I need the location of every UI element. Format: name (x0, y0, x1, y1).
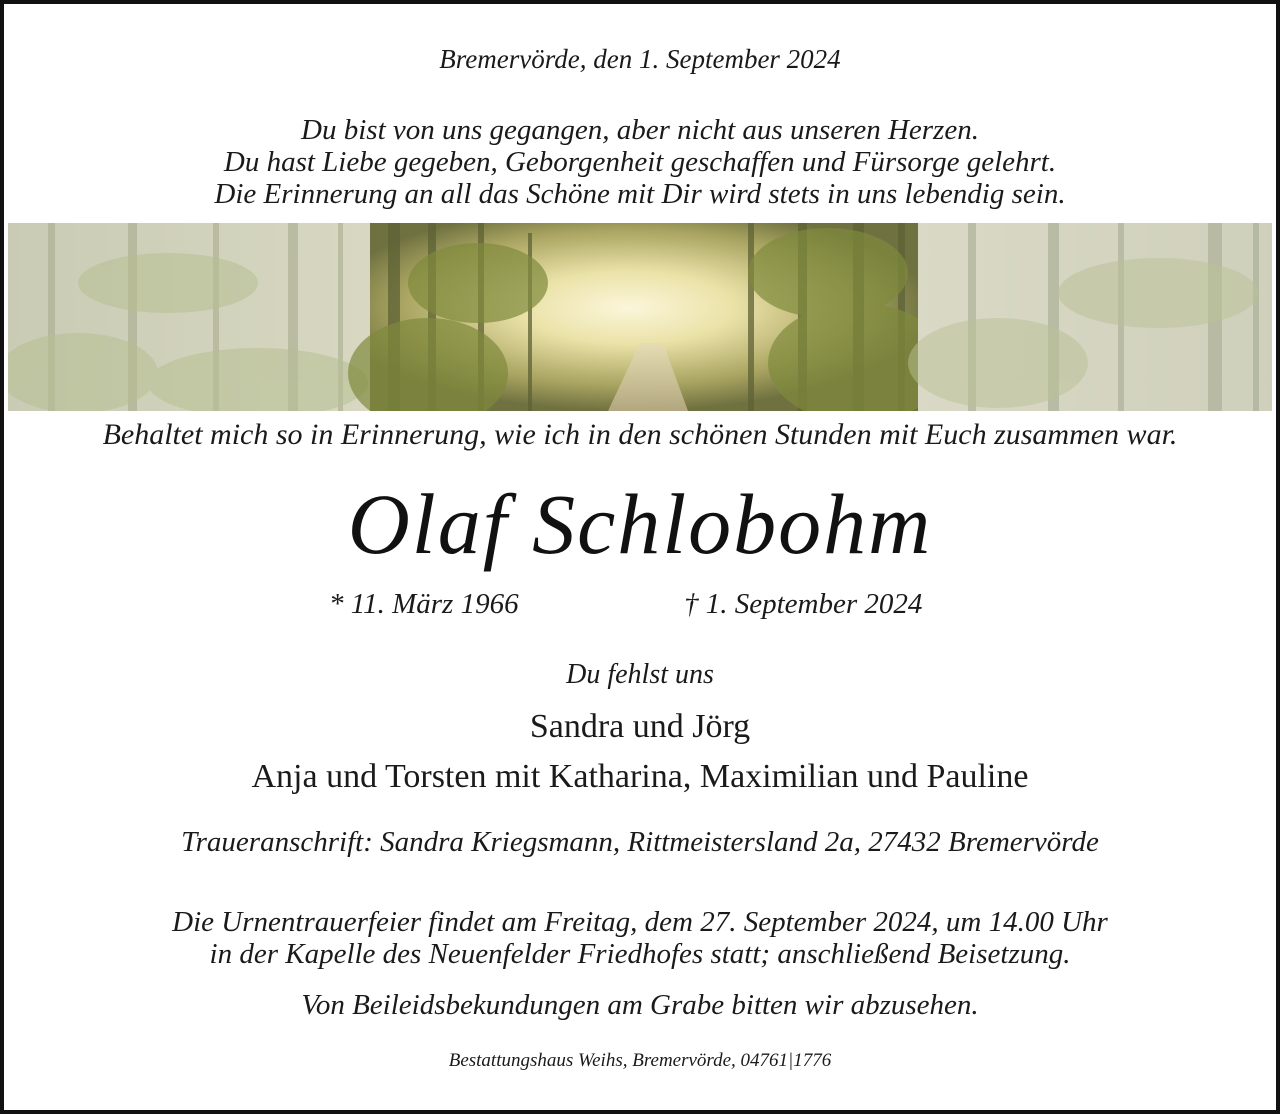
funeral-home: Bestattungshaus Weihs, Bremervörde, 04761|1776 (448, 1050, 832, 1071)
birth-date: * 11. März 1966 (329, 588, 519, 620)
ceremony-line: Die Urnentrauerfeier findet am Freitag, dem 27. September 2024, um 14.00 Uhr (172, 906, 1108, 938)
poem-line: Du hast Liebe gegeben, Geborgenheit geschaffen und Fürsorge gelehrt. (223, 146, 1057, 178)
death-date: † 1. September 2024 (684, 588, 923, 620)
family-line: Sandra und Jörg (529, 708, 751, 745)
poem-line: Die Erinnerung an all das Schöne mit Dir wird stets in uns lebendig sein. (214, 178, 1066, 210)
family-line: Anja und Torsten mit Katharina, Maximilian und Pauline (251, 758, 1029, 795)
ceremony-line: in der Kapelle des Neuenfelder Friedhofes statt; anschließend Beisetzung. (209, 938, 1071, 970)
ceremony-info (4, 906, 1276, 970)
condolence-note: Von Beileidsbekundungen am Grabe bitten wir abzusehen. (301, 989, 979, 1021)
mourning-address: Traueranschrift: Sandra Kriegsmann, Rittmeistersland 2a, 27432 Bremervörde (181, 826, 1099, 858)
forest-path-image (8, 223, 1272, 411)
poem-line: Du bist von uns gegangen, aber nicht aus unseren Herzen. (301, 114, 979, 146)
memorial-quote: Behaltet mich so in Erinnerung, wie ich in den schönen Stunden mit Euch zusammen war. (102, 418, 1178, 451)
miss-line: Du fehlst uns (566, 659, 714, 690)
place-date: Bremervörde, den 1. September 2024 (439, 44, 841, 74)
poem (4, 114, 1276, 210)
deceased-name: Olaf Schlobohm (347, 476, 933, 572)
